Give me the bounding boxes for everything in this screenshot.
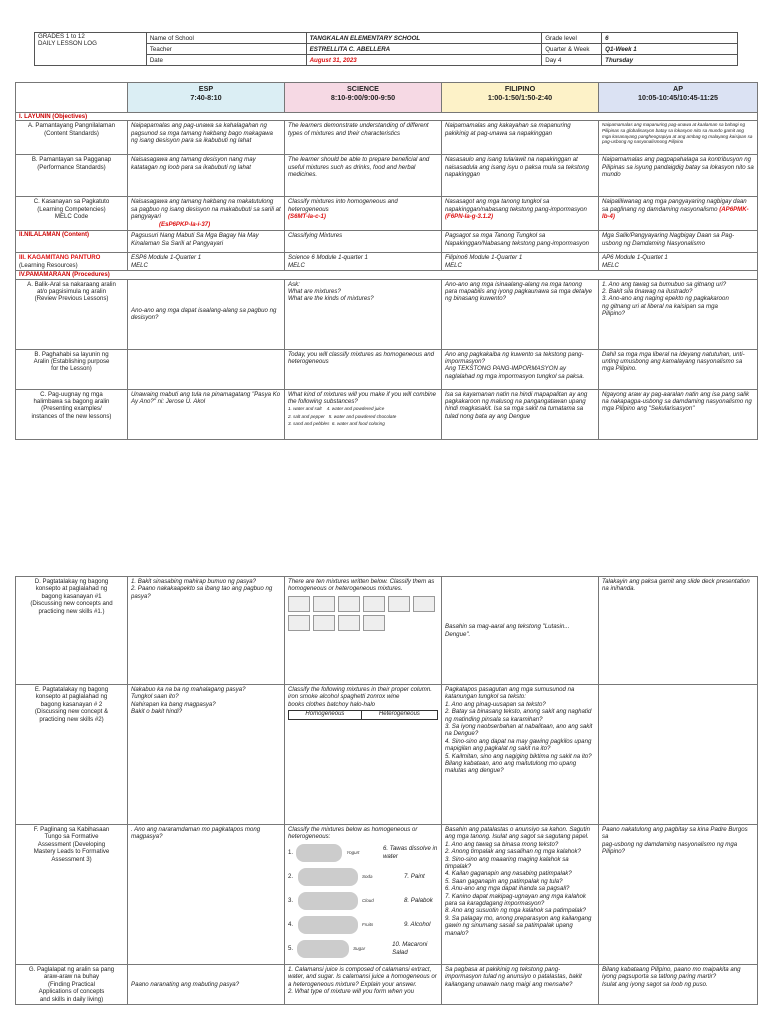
cell-pa-ap: 1. Ano ang tawag sa bumubuo sa gitnang uri? 2. Bakit sila tinawag na ilustrado? 3. Ano-ano ang naging epekto ng pagkakaroon ng gitnang uri at liberal na kaisipan sa mga Pilipino? (599, 279, 758, 349)
subject-ap: AP 10:05-10:45/10:45-11:25 (599, 83, 758, 113)
section-pamamaraan: IV.PAMAMARAAN (Procedures) (16, 271, 758, 279)
lesson-log-table (15, 82, 758, 440)
cell-b-fil: Nasasaulo ang isang tula/awit na napakinggan at naisasadula ang isang isyu o paksa mula sa tekstong napakinggan (442, 155, 599, 197)
cell-pa-fil: Ano-ano ang mga isinaalang-alang na mga tanong para mapabilis ang iyong pagkaunawa sa mga detalye ng binasang kuwento? (442, 279, 599, 349)
cell-pf-fil: Basahin ang patalastas o anunsiyo sa kahon. Sagutin ang mga tanong. Isulat ang sagot sa sagutang papel. 1. Ano ang tawag sa binasa mong teksto? 2. Anong timpalak ang sasalihan ng mga kalahok? 3. Sino-sino ang maaaring maging kalahok sa timpalak? 4. Kailan gaganapin ang nasabing patimpalak? 5. Saan gaganapin ang patimpalak ng tula? 6. Anu-ano ang mga dapat ihanda sa pagsali? 7. Kanino dapat makipag-ugnayan ang mga kalahok para sa karagdagang impormasyon? 8. Ano ang susuotin ng mga kalahok sa patimpalak? 9. Sa palagay mo, anong preparasyon ang kailangang gawin ng sinumang sasali sa patimpalak upang manalo? (442, 825, 599, 965)
row-label-c: C. Kasanayan sa Pagkatuto (Learning Competencies) MELC Code (16, 197, 128, 231)
cell-pa-sci: Ask: What are mixtures? What are the kinds of mixtures? (285, 279, 442, 349)
mixture-image (288, 596, 310, 612)
row-label-b: B. Pamantayan sa Pagganap (Performance Standards) (16, 155, 128, 197)
date-label: Date (146, 55, 306, 66)
cell-pb-esp (128, 349, 285, 389)
school-label: Name of School (146, 33, 306, 44)
mixture-images (288, 596, 438, 631)
cell-kag-sci: Science 6 Module 1-quarter 1 MELC (285, 253, 442, 271)
cell-pg-ap: Bilang kabataang Pilipino, paano mo maipakita ang iyong pagsuporta sa tatlong paring martir? Isulat ang iyong sagot sa loob ng puso. (599, 965, 758, 1005)
header-table (34, 32, 738, 66)
row-label-pb: B. Paghahabi sa layunin ng Aralin (Establishing purpose for the Lesson) (16, 349, 128, 389)
cell-pc-esp: Unawaing mabuti ang tula na pinamagatang "Pasya Ko Ay Ano?" ni: Jerose U. Akol (128, 389, 285, 439)
cell-kag-fil: Filipino6 Module 1-Quarter 1 MELC (442, 253, 599, 271)
heterogeneous-header: Heterogeneous (361, 711, 437, 719)
homogeneous-header: Homogeneous (289, 711, 362, 719)
sugar-image (297, 940, 349, 958)
cell-pe-fil: Pagkatapos pasagutan ang mga sumusunod na katanungan tungkol sa teksto: 1. Ano ang pinag-uusapan sa teksto? 2. Batay sa binasang teksto, anong sakit ang naghatid ng matinding pinsala sa karamihan? 3. Sa iyong naobserbahan at nabalitaan, ano ang sakit na Dengue? 4. Sino-sino ang dapat na may gawing pagkilos upang mapigilan ang pagkalat ng sakit na ito? 5. Kailmitan, sino ang nagiging biktima ng sakit na ito? Bilang kabataan, ano ang maitutulong mo upang malutas ang dengue? (442, 685, 599, 825)
food-image (296, 844, 343, 862)
row-label-a: A. Pamantayang Pangnilalaman (Content Standards) (16, 121, 128, 155)
cell-pb-sci: Today, you will classify mixtures as homogeneous and heterogeneous (285, 349, 442, 389)
section-nilalaman: II.NILALAMAN (Content) (16, 231, 128, 253)
quarter-value: Q1-Week 1 (602, 44, 738, 55)
cell-pg-esp: Paano naranating ang mabuting pasya? (128, 965, 285, 1005)
assessment-item: 3. Cloud 8. Palabok (288, 889, 438, 913)
cell-pd-ap: Talakayin ang paksa gamit ang slide deck presentation na inihanda. (599, 577, 758, 685)
mixture-image (338, 596, 360, 612)
cell-pc-ap: Ngayong araw ay pag-aaralan natin ang isa pang salik na nakapagpa-usbong sa damdaming nasyonalismo ng mga Pilipino ang "Sekularisasyon" (599, 389, 758, 439)
cell-pd-sci: There are ten mixtures written below. Classify them as homogeneous or heterogeneous mixtures. (285, 577, 442, 685)
cell-a-ap: Naipamamalas ang mapanuring pag-unawa at kaalaman sa bahagi ng Pilipinas sa globalisasyon batay sa lokasyon nito sa mundo gamit ang mga kasanayang pangheograpiya at ang ambag ng malayang kaisipan sa pag-usbong ng nasyonalismong Pilipino (599, 121, 758, 155)
assessment-item: 1. Yogurt 6. Tawas dissolve in water (288, 845, 438, 860)
cell-pf-ap: Paano nakatulong ang pagbitay sa kina Padre Burgos sa pag-usbong ng damdaming nasyonalismo ng mga Pilipino? (599, 825, 758, 965)
cell-c-fil: Nasasagot ang mga tanong tungkol sa napakinggan/nabasang tekstong pang-impormasyon (F6PN-Ia-g-3.1.2) (442, 197, 599, 231)
assessment-item: 5. Sugar 10. Macaroni Salad (288, 941, 428, 956)
cell-nil-fil: Pagsagot sa mga Tanong Tungkol sa Napakinggan/Nabasang tekstong pang-impormasyon (442, 231, 599, 253)
subject-filipino: FILIPINO 1:00-1:50/1:50-2:40 (442, 83, 599, 113)
subject-science: SCIENCE 8:10-9:00/9:00-9:50 (285, 83, 442, 113)
teacher-name: ESTRELLITA C. ABELLERA (306, 44, 542, 55)
row-label-pc: C. Pag-uugnay ng mga halimbawa sa bagong aralin (Presenting examples/ instances of the new lessons) (16, 389, 128, 439)
cloud-image (298, 892, 358, 910)
cell-pg-sci: 1. Calamansi juice is composed of calamansi extract, water, and sugar. Is calamansi juice a homogeneous or a heterogeneous mixture? Explain your answer. 2. What type of mixture will you form when you (285, 965, 442, 1005)
cell-pe-sci: Classify the following mixtures in their proper column. iron smoke alcohol spaghetti zonrox wine books clothes batchoy halo-halo Homogeneous Heterogeneous (285, 685, 442, 825)
cell-c-sci: Classify mixtures into homogeneous and heterogeneous (S6MT-Ia-c-1) (285, 197, 442, 231)
row-label-pd: D. Pagtatalakay ng bagong konsepto at paglalahad ng bagong kasanayan #1 (Discussing new concepts and practicing new skills #1.) (16, 577, 128, 685)
classification-table (288, 710, 438, 719)
cell-pb-fil: Ano ang pagkakaiba ng kuwento sa tekstong pang-impormasyon? Ang TEKSTONG PANG-IMPORMASYON ay naglalahad ng mga impormasyon tungkol sa paksa. (442, 349, 599, 389)
cell-pd-fil: Basahin sa mag-aaral ang tekstong "Lutasin... Dengue". (442, 577, 599, 685)
cell-b-sci: The learner should be able to prepare beneficial and useful mixtures such as drinks, food and herbal medicines. (285, 155, 442, 197)
cell-kag-esp: ESP6 Module 1-Quarter 1 MELC (128, 253, 285, 271)
assessment-item: 4. Fruits 9. Alcohol (288, 913, 438, 937)
cell-a-esp: Naipapamalas ang pag-unawa sa kahalagahan ng pagsunod sa mga tamang hakbang bago makagawa ng isang desisyon para sa ikabubuti ng lahat (128, 121, 285, 155)
cell-nil-sci: Classifying Mixtures (285, 231, 442, 253)
drink-image (298, 868, 358, 886)
cell-nil-ap: Mga Salik/Pangyayaring Nagbigay Daan sa Pag-usbong ng Damdaming Nasyonalismo (599, 231, 758, 253)
mixture-image (363, 615, 385, 631)
cell-pc-sci: What kind of mixtures will you make if you will combine the following substances? 1. water and salt 4. water and powdered juice 2. salt and pepper 5. water and powdered chocolate 3. sand and pebbles 6. water and food coloring (285, 389, 442, 439)
cell-c-ap: Naipaliliwanag ang mga pangyayaring nagbigay daan sa paglinang ng damdaming nasyonalismo (AP6PMK-Ib-4) (599, 197, 758, 231)
mixture-image (388, 596, 410, 612)
cell-pe-ap (599, 685, 758, 825)
row-label-pf: F. Paglinang sa Kabihasaan Tungo sa Formative Assessment (Developing Mastery Leads to Formative Assessment 3) (16, 825, 128, 965)
row-label-kag: III. KAGAMITANG PANTURO (Learning Resources) (16, 253, 128, 271)
cell-pb-ap: Dahil sa mga mga liberal na ideyang natutuhan, unti-unting umusbong ang kamalayang nasyonalismo sa mga Pilipino. (599, 349, 758, 389)
day-value: Thursday (602, 55, 738, 66)
cell-pf-sci: Classify the mixtures below as homogeneous or heterogeneous: 1. Yogurt 6. Tawas dissolve in water 2. Soda 7. Paint 3. Cloud 8. Palabok 4. Fruits 9. Alcohol 5. Sugar 10. Macaroni Salad (285, 825, 442, 965)
fruit-image (298, 916, 358, 934)
cell-pd-esp: 1. Bakit sinasabing mahirap bumuo ng pasya? 2. Paano nakakaapekto sa ibang tao ang pagbuo ng pasya? (128, 577, 285, 685)
form-title: GRADES 1 to 12 DAILY LESSON LOG (35, 33, 147, 66)
mixture-image (338, 615, 360, 631)
cell-pa-esp: Ano-ano ang mga dapat isaalang-alang sa pagbuo ng desisyon? (128, 279, 285, 349)
cell-b-esp: Naisasagawa ang tamang desisyon nang may katatagan ng loob para sa ikabubuti ng lahat (128, 155, 285, 197)
mixture-image (313, 615, 335, 631)
assessment-item: 2. Soda 7. Paint (288, 865, 438, 889)
lesson-log-table-continued (15, 576, 758, 1005)
teacher-label: Teacher (146, 44, 306, 55)
cell-pf-esp: . Ano ang nararamdaman mo pagkatapos mong magpasya? (128, 825, 285, 965)
mixture-image (313, 596, 335, 612)
section-layunin: I. LAYUNIN (Objectives) (16, 113, 758, 121)
quarter-label: Quarter & Week (542, 44, 602, 55)
grade-value: 6 (602, 33, 738, 44)
subject-esp: ESP 7:40-8:10 (128, 83, 285, 113)
cell-nil-esp: Pagsusuri Nang Mabuti Sa Mga Bagay Na May Kinalaman Sa Sarili at Pangyayari (128, 231, 285, 253)
cell-c-esp: Naisasagawa ang tamang hakbang na makatutulong sa pagbuo ng isang desisyon na makabubuti sa sarili at pangyayari (EsP6PKP-Ia-i-37) (128, 197, 285, 231)
row-label-pa: A. Balik-Aral sa nakaraang aralin at/o pagsisimula ng aralin (Review Previous Lessons) (16, 279, 128, 349)
cell-pe-esp: Nakabuo ka na ba ng mahalagang pasya? Tungkol saan ito? Nahirapan ka bang magpasya? Bakit o bakit hindi? (128, 685, 285, 825)
cell-a-fil: Naipamamalas ang kakayahan sa mapanuring pakikinig at pag-unawa sa napakinggan (442, 121, 599, 155)
row-label-pe: E. Pagtatalakay ng bagong konsepto at paglalahad ng bagong kasanayan # 2 (Discussing new concept & practicing new skills #2) (16, 685, 128, 825)
cell-pc-fil: Isa sa kayamanan natin na hindi mapapalitan ay ang pagkakaroon ng malusog na pangangatawan upang hindi magkasakit. Isa sa mga sakit na tumatama sa tulad nong bata ay ang Dengue (442, 389, 599, 439)
day-label: Day 4 (542, 55, 602, 66)
cell-b-ap: Naipamamalas ang pagpapahalaga sa kontribusyon ng Pilipinas sa isyung pandaigdig batay sa lokasyon nito sa mundo (599, 155, 758, 197)
date-value: August 31, 2023 (306, 55, 542, 66)
cell-pg-fil: Sa pagbasa at pakikinig ng tekstong pang-impormasyon tulad ng anunsiyo o patalastas, bakit kailangang unawain nang maigi ang mensahe? (442, 965, 599, 1005)
grade-label: Grade level (542, 33, 602, 44)
mixture-image (413, 596, 435, 612)
row-label-pg: G. Paglalapat ng aralin sa pang araw-araw na buhay (Finding Practical Applications of concepts and skills in daily living) (16, 965, 128, 1005)
cell-kag-ap: AP6 Module 1-Quartet 1 MELC (599, 253, 758, 271)
mixture-image (288, 615, 310, 631)
mixture-image (363, 596, 385, 612)
cell-a-sci: The learners demonstrate understanding of different types of mixtures and their characteristics (285, 121, 442, 155)
school-name: TANGKALAN ELEMENTARY SCHOOL (306, 33, 542, 44)
